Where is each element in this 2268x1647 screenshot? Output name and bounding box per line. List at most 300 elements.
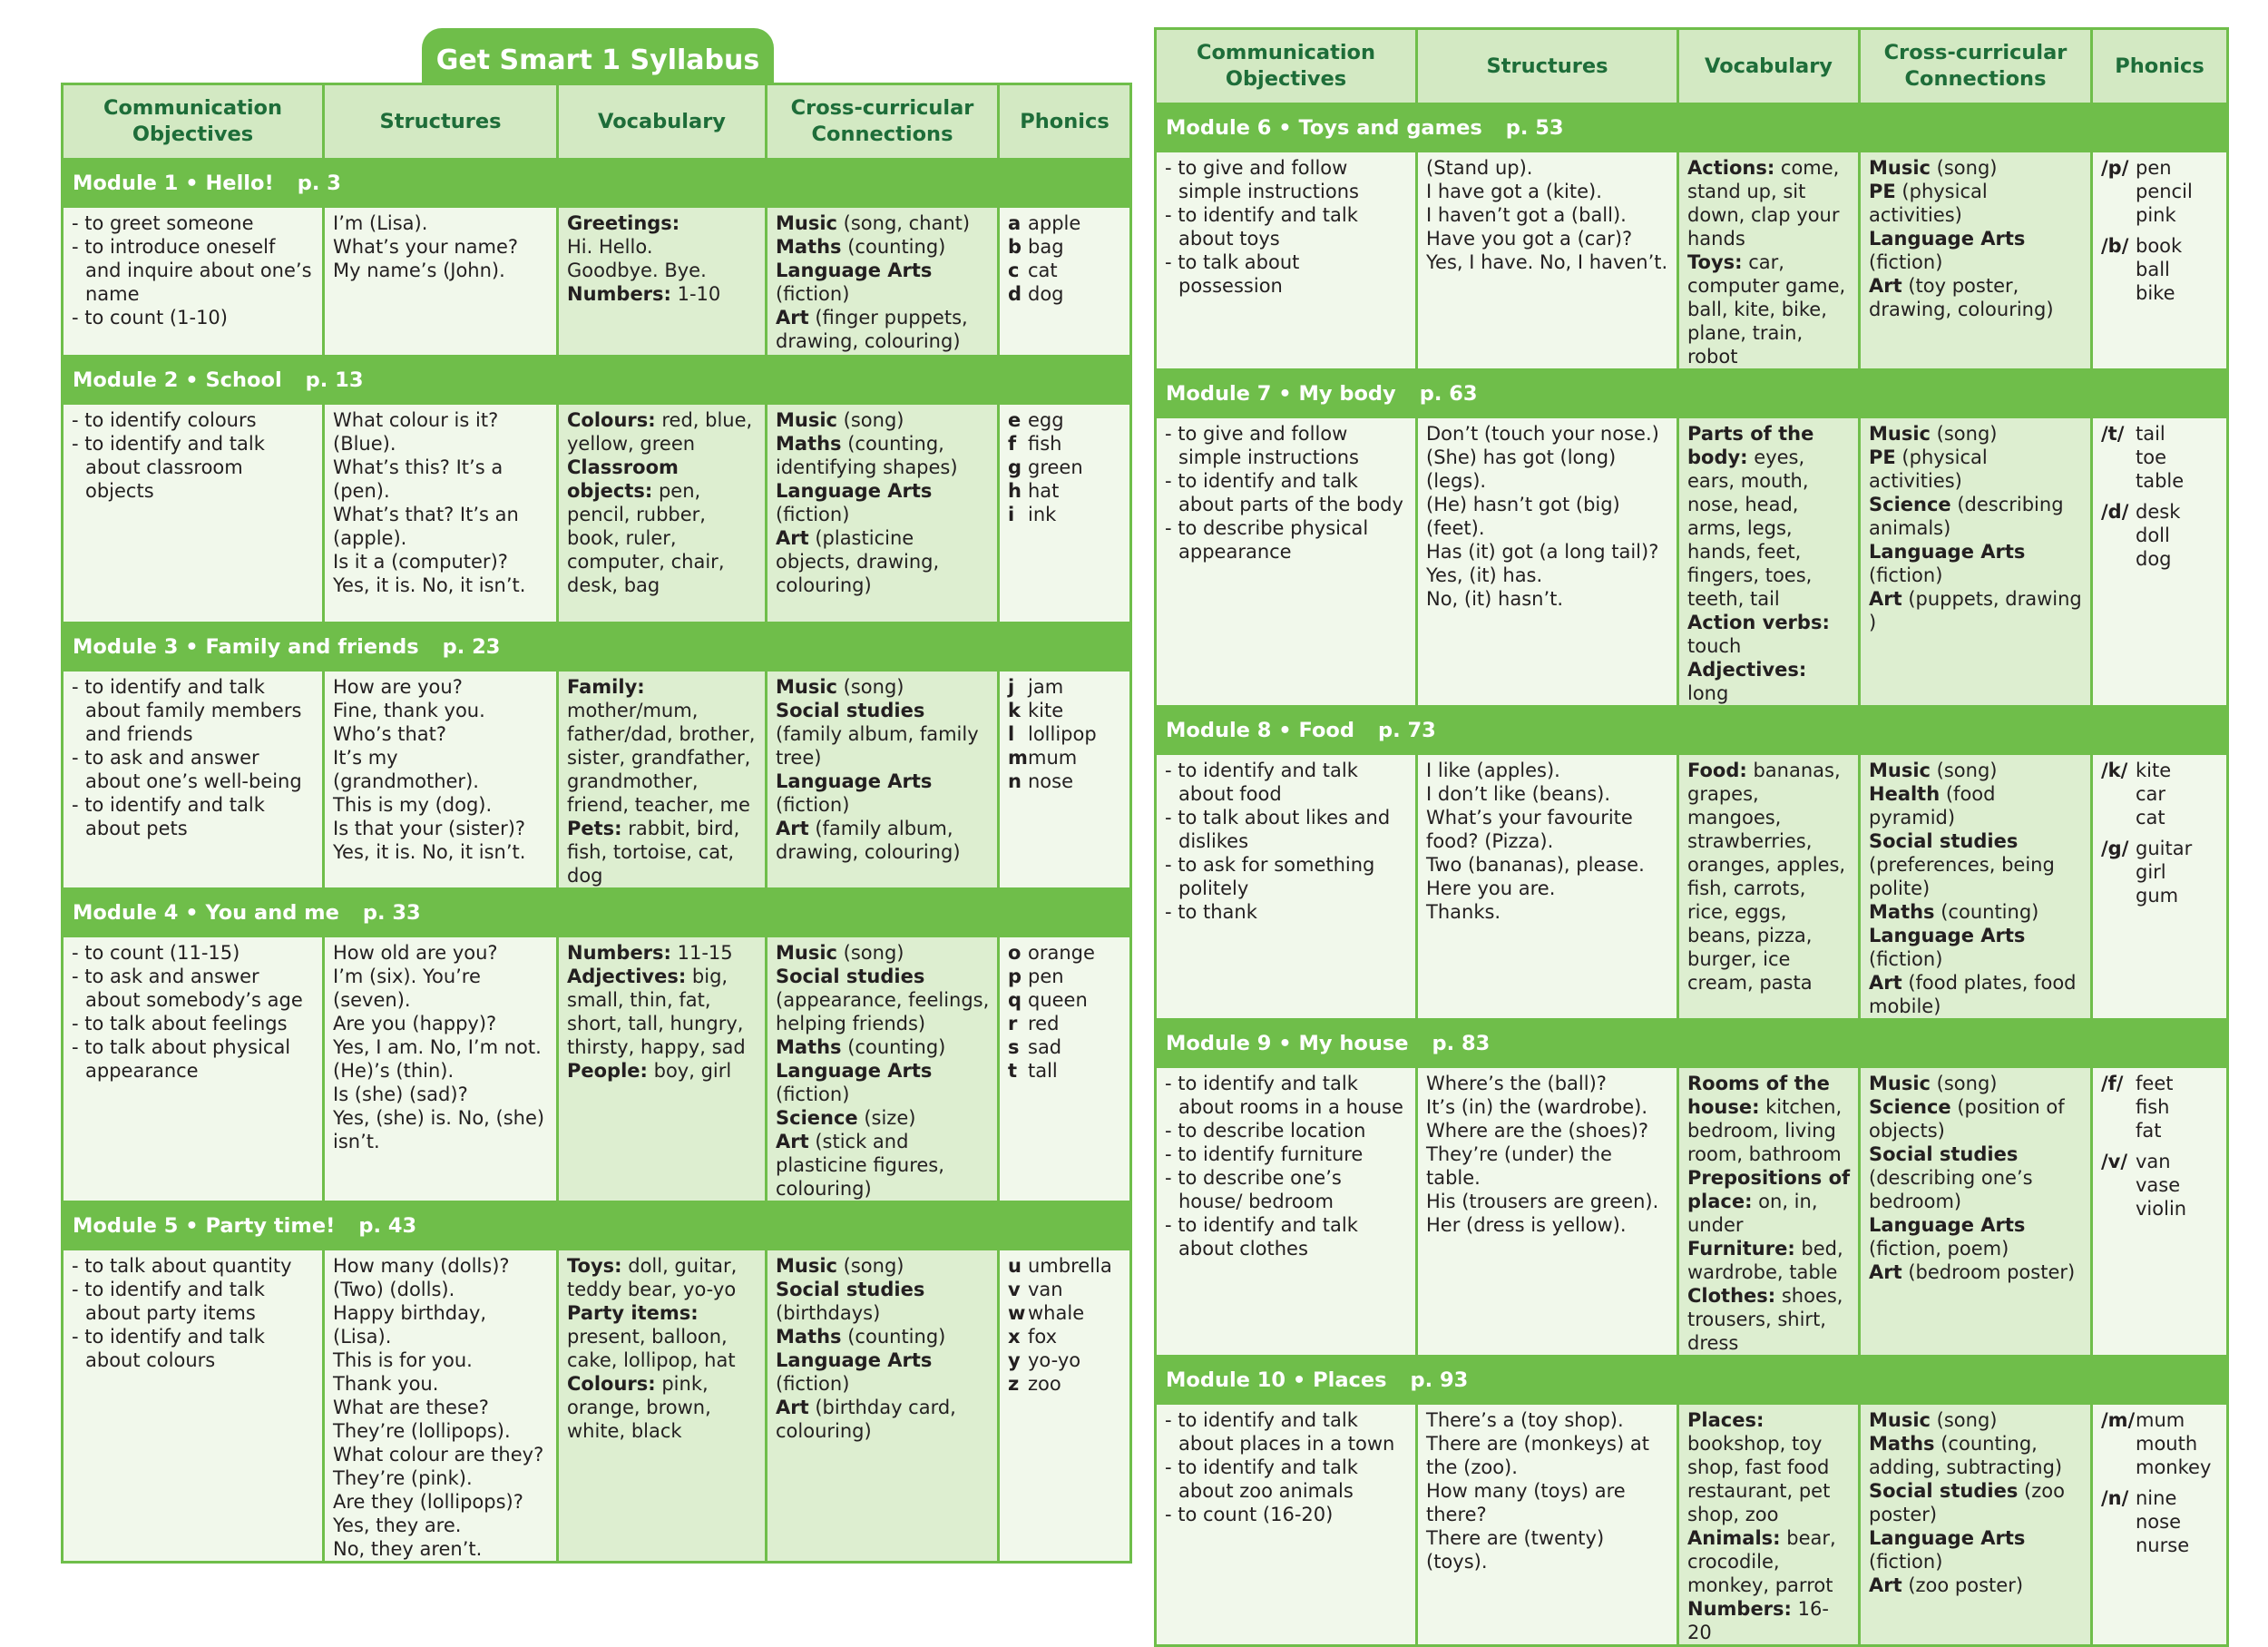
phonics-word: jam	[1028, 676, 1064, 698]
subject-name: Maths	[1869, 901, 1935, 923]
cross-curricular-cell	[1860, 417, 2092, 707]
cross-curricular-item	[776, 770, 990, 817]
phonics-word: kite	[2136, 760, 2172, 781]
objective-item: - to describe one’s house/ bedroom	[1165, 1167, 1342, 1212]
phonics-word: tail	[2136, 423, 2165, 445]
cross-curricular-item	[776, 1254, 990, 1278]
module-name: Module 7 • My body	[1166, 381, 1396, 406]
phonics-word: car	[2136, 783, 2166, 805]
structure-item: How many (dolls)?	[333, 1255, 510, 1277]
objective-item: - to identify and talk about classroom objects	[72, 433, 265, 502]
structure-item: Happy birthday, (Lisa).	[333, 1302, 487, 1348]
phonics-word: van	[2136, 1151, 2171, 1172]
module-header-row	[1156, 370, 2228, 417]
subject-name: Art	[776, 1131, 809, 1152]
structure-item: Here you are.	[1426, 877, 1556, 899]
objective-item: - to talk about feelings	[72, 1013, 288, 1034]
module-title-bar	[63, 1202, 1131, 1250]
phonics-word: yo-yo	[1028, 1349, 1081, 1371]
subject-detail: (fiction)	[776, 794, 850, 816]
phonics-line	[1008, 408, 1122, 432]
vocabulary-topic: Rooms of the house:	[1687, 1073, 1830, 1118]
phonics-word: girl	[2136, 861, 2166, 883]
phonics-cell	[2092, 417, 2228, 707]
structure-item: What’s that? It’s an (apple).	[333, 504, 519, 549]
module-content-row	[63, 1250, 1131, 1563]
structure-item: Yes, it is. No, it isn’t.	[333, 574, 526, 596]
subject-detail: (zoo poster)	[1869, 1480, 2065, 1525]
phonics-word: mum	[2136, 1409, 2185, 1431]
phonics-word: doll	[2136, 524, 2170, 546]
subject-detail: (physical activities)	[1869, 446, 1988, 492]
subject-detail: (song)	[1931, 157, 1998, 179]
phonics-sound: /n/	[2101, 1487, 2129, 1509]
subject-detail: (food plates, food mobile)	[1869, 972, 2077, 1017]
header-phonics: Phonics	[999, 84, 1131, 160]
phonics-letter: x	[1008, 1326, 1021, 1348]
structure-item: What colour are they?	[333, 1444, 544, 1466]
subject-name: Music	[1869, 760, 1931, 781]
phonics-letter: l	[1008, 723, 1015, 745]
phonics-line	[1008, 1254, 1122, 1278]
objectives-cell	[63, 404, 324, 623]
phonics-line	[1008, 1348, 1122, 1372]
module-name: Module 9 • My house	[1166, 1031, 1409, 1055]
subject-detail: (counting, adding, subtracting)	[1869, 1433, 2063, 1478]
subject-detail: (counting)	[841, 1036, 946, 1058]
structure-item: Yes, it is. No, it isn’t.	[333, 841, 526, 863]
subject-name: Social studies	[776, 700, 925, 721]
subject-name: Maths	[776, 1036, 842, 1058]
structures-cell	[1417, 754, 1678, 1020]
vocabulary-topic: Clothes:	[1687, 1285, 1776, 1307]
phonics-word: bike	[2136, 282, 2175, 304]
phonics-letter: m	[1008, 747, 1028, 769]
subject-name: Science	[776, 1107, 858, 1129]
phonics-word: pen	[1028, 966, 1064, 987]
subject-name: PE	[1869, 181, 1896, 202]
module-title-bar	[1156, 370, 2228, 417]
subject-detail: (song)	[837, 676, 904, 698]
cross-curricular-item	[776, 1130, 990, 1201]
vocabulary-item	[567, 1254, 758, 1301]
header-structures: Structures	[1417, 29, 1678, 104]
subject-detail: (song)	[1931, 1409, 1998, 1431]
objectives-cell	[1156, 754, 1417, 1020]
vocabulary-item	[567, 211, 758, 235]
cross-curricular-item	[1869, 829, 2083, 900]
structure-item: What’s this? It’s a (pen).	[333, 456, 503, 502]
subject-detail: (counting)	[1934, 901, 2039, 923]
structures-cell	[324, 1250, 558, 1563]
syllabus-table-left	[61, 83, 1132, 1564]
objective-item: - to identify and talk about zoo animals	[1165, 1456, 1358, 1502]
module-page: p. 53	[1505, 115, 1564, 140]
cross-curricular-item	[776, 1278, 990, 1325]
structure-item: How are you?	[333, 676, 463, 698]
objective-item: - to ask and answer about one’s well-being	[72, 747, 302, 792]
phonics-letter: w	[1008, 1302, 1026, 1324]
vocabulary-topic: Actions:	[1687, 157, 1775, 179]
vocabulary-topic: Classroom objects:	[567, 456, 679, 502]
structure-item: I don’t like (beans).	[1426, 783, 1611, 805]
vocabulary-words: 11-15	[670, 942, 733, 964]
phonics-letter: s	[1008, 1036, 1020, 1058]
structure-item: (Two) (dolls).	[333, 1279, 455, 1300]
phonics-word: pen	[2136, 157, 2172, 179]
phonics-word: tall	[1028, 1060, 1058, 1082]
vocabulary-item	[567, 817, 758, 887]
phonics-sound: /v/	[2101, 1151, 2128, 1172]
phonics-letter: v	[1008, 1279, 1021, 1300]
structure-item: Yes, I have. No, I haven’t.	[1426, 251, 1668, 273]
subject-name: Social studies	[1869, 1143, 2019, 1165]
phonics-word: pink	[2136, 204, 2176, 226]
vocabulary-cell	[558, 936, 767, 1202]
structure-item: Who’s that?	[333, 723, 447, 745]
vocabulary-topic: Colours:	[567, 1373, 656, 1395]
structures-cell	[324, 671, 558, 889]
structure-item: Yes, (it) has.	[1426, 564, 1543, 586]
module-content-row	[63, 936, 1131, 1202]
phonics-letter: q	[1008, 989, 1022, 1011]
phonics-word: sad	[1028, 1036, 1062, 1058]
vocabulary-topic: Toys:	[567, 1255, 622, 1277]
vocabulary-topic: Party items:	[567, 1302, 699, 1324]
cross-curricular-cell	[767, 207, 999, 357]
objective-item: - to identify and talk about family members and friends	[72, 676, 302, 745]
subject-name: Maths	[776, 433, 842, 455]
structure-item: How many (toys) are there?	[1426, 1480, 1626, 1525]
phonics-line	[1008, 675, 1122, 699]
subject-name: Music	[776, 676, 837, 698]
cross-curricular-item	[1869, 1432, 2083, 1479]
phonics-line	[1008, 988, 1122, 1012]
vocabulary-words: car, computer game, ball, kite, bike, plane, train, robot	[1687, 251, 1846, 368]
structure-item: Have you got a (car)?	[1426, 228, 1633, 250]
subject-name: Language Arts	[1869, 1214, 2026, 1236]
vocabulary-item	[567, 282, 758, 306]
syllabus-table-right	[1154, 27, 2229, 1647]
structures-cell	[1417, 1067, 1678, 1357]
module-content-row	[63, 671, 1131, 889]
module-content-row	[1156, 417, 2228, 707]
structure-item: (She) has got (long) (legs).	[1426, 446, 1617, 492]
objective-item: - to identify and talk about pets	[72, 794, 265, 839]
cross-curricular-item	[1869, 422, 2083, 446]
structure-item: This is for you.	[333, 1349, 473, 1371]
subject-name: Music	[1869, 1409, 1931, 1431]
module-content-row	[63, 207, 1131, 357]
phonics-group	[2101, 1072, 2219, 1142]
structure-item: Are you (happy)?	[333, 1013, 497, 1034]
subject-detail: (appearance, feelings, helping friends)	[776, 989, 990, 1034]
phonics-group	[2101, 1150, 2219, 1221]
module-header-row	[63, 889, 1131, 936]
structure-item: Two (bananas), please.	[1426, 854, 1645, 876]
objectives-cell	[1156, 152, 1417, 370]
vocabulary-words: long	[1687, 682, 1729, 704]
phonics-letter: a	[1008, 212, 1022, 234]
vocabulary-topic: Family:	[567, 676, 645, 698]
subject-detail: (size)	[857, 1107, 916, 1129]
objective-item: - to count (16-20)	[1165, 1504, 1334, 1525]
structures-cell	[1417, 152, 1678, 370]
structure-item: How old are you?	[333, 942, 498, 964]
vocabulary-topic: Action verbs:	[1687, 612, 1830, 633]
subject-name: Language Arts	[1869, 228, 2026, 250]
module-header-row	[63, 1202, 1131, 1250]
vocabulary-topic: Food:	[1687, 760, 1747, 781]
module-name: Module 2 • School	[73, 368, 282, 392]
vocabulary-topic: Pets:	[567, 818, 622, 839]
cross-curricular-item	[776, 817, 990, 864]
phonics-line	[2101, 1408, 2219, 1432]
phonics-letter: e	[1008, 409, 1022, 431]
phonics-cell	[2092, 152, 2228, 370]
objective-item: - to count (1-10)	[72, 307, 228, 328]
subject-detail: (song)	[1931, 760, 1998, 781]
cross-curricular-item	[776, 479, 990, 526]
phonics-word: lollipop	[1028, 723, 1097, 745]
vocabulary-item	[1687, 250, 1851, 368]
objective-item: - to give and follow simple instructions	[1165, 157, 1359, 202]
vocabulary-words: red, blue, yellow, green	[567, 409, 753, 455]
cross-curricular-item	[1869, 156, 2083, 180]
structure-item: Are they (lollipops)?	[333, 1491, 523, 1513]
phonics-line	[1008, 282, 1122, 306]
subject-name: Maths	[1869, 1433, 1935, 1455]
phonics-line	[2101, 1072, 2219, 1095]
module-page: p. 73	[1377, 718, 1436, 742]
module-header-row	[63, 160, 1131, 207]
module-header-row	[63, 623, 1131, 671]
module-content-row	[1156, 1067, 2228, 1357]
subject-detail: (birthday card, colouring)	[776, 1397, 956, 1442]
objective-item: - to identify and talk about toys	[1165, 204, 1358, 250]
phonics-word: green	[1028, 456, 1083, 478]
vocabulary-topic: People:	[567, 1060, 648, 1082]
phonics-line	[1008, 770, 1122, 793]
objective-item: - to identify furniture	[1165, 1143, 1364, 1165]
module-title-bar	[63, 357, 1131, 404]
objective-item: - to identify and talk about food	[1165, 760, 1358, 805]
phonics-letter: r	[1008, 1013, 1018, 1034]
subject-name: Health	[1869, 783, 1941, 805]
objective-item: - to count (11-15)	[72, 942, 240, 964]
cross-curricular-item	[1869, 782, 2083, 829]
module-content-row	[1156, 1404, 2228, 1646]
objective-item: - to talk about possession	[1165, 251, 1300, 297]
cross-curricular-item	[1869, 1479, 2083, 1526]
phonics-word: kite	[1028, 700, 1064, 721]
subject-detail: (counting)	[841, 236, 946, 258]
phonics-word: bag	[1028, 236, 1064, 258]
cross-curricular-item	[776, 432, 990, 479]
structures-cell	[1417, 1404, 1678, 1646]
phonics-word: nurse	[2136, 1534, 2190, 1556]
structure-item: What’s your name?	[333, 236, 519, 258]
subject-detail: (toy poster, drawing, colouring)	[1869, 275, 2054, 320]
vocabulary-item	[1687, 422, 1851, 611]
module-name: Module 3 • Family and friends	[73, 634, 419, 659]
phonics-letter: z	[1008, 1373, 1020, 1395]
module-page: p. 83	[1432, 1031, 1491, 1055]
structure-item: I haven’t got a (ball).	[1426, 204, 1627, 226]
module-header-row	[1156, 1357, 2228, 1404]
phonics-group	[2101, 1486, 2219, 1557]
objective-item: - to identify and talk about parts of the body	[1165, 470, 1403, 515]
subject-name: Music	[776, 942, 837, 964]
module-header-row	[1156, 707, 2228, 754]
phonics-letter: j	[1008, 676, 1015, 698]
cross-curricular-item	[1869, 1072, 2083, 1095]
objective-item: - to describe physical appearance	[1165, 517, 1369, 563]
objective-item: - to identify and talk about party items	[72, 1279, 265, 1324]
vocabulary-words: bed, wardrobe, table	[1687, 1238, 1843, 1283]
phonics-word: pencil	[2136, 181, 2193, 202]
phonics-cell	[2092, 1404, 2228, 1646]
cross-curricular-item	[776, 1348, 990, 1396]
cross-curricular-item	[776, 965, 990, 1035]
vocabulary-topic: Colours:	[567, 409, 656, 431]
vocabulary-item	[567, 675, 758, 817]
cross-curricular-cell	[1860, 1067, 2092, 1357]
phonics-line	[1008, 1372, 1122, 1396]
subject-name: Science	[1869, 1096, 1951, 1118]
cross-curricular-item	[776, 235, 990, 259]
module-title-bar	[1156, 1357, 2228, 1404]
subject-detail: (physical activities)	[1869, 181, 1988, 226]
structure-item: They’re (lollipops).	[333, 1420, 511, 1442]
cross-curricular-item	[1869, 1142, 2083, 1213]
objective-item: - to identify and talk about colours	[72, 1326, 265, 1371]
module-header-row	[1156, 104, 2228, 152]
structure-item: Don’t (touch your nose.)	[1426, 423, 1659, 445]
phonics-letter: o	[1008, 942, 1022, 964]
structure-item: I’m (six). You’re (seven).	[333, 966, 481, 1011]
cross-curricular-item	[1869, 493, 2083, 540]
phonics-word: violin	[2136, 1198, 2187, 1220]
phonics-line	[1008, 235, 1122, 259]
vocabulary-item	[567, 408, 758, 456]
module-name: Module 8 • Food	[1166, 718, 1354, 742]
subject-name: Language Arts	[776, 1349, 933, 1371]
vocabulary-topic: Adjectives:	[1687, 659, 1807, 681]
vocabulary-item	[567, 1372, 758, 1443]
phonics-letter: p	[1008, 966, 1022, 987]
vocabulary-words: shoes, trousers, shirt, dress	[1687, 1285, 1843, 1354]
phonics-word: zoo	[1028, 1373, 1061, 1395]
vocabulary-topic: Places:	[1687, 1409, 1765, 1431]
structure-item: Where are the (shoes)?	[1426, 1120, 1649, 1142]
header-vocabulary: Vocabulary	[1678, 29, 1860, 104]
vocabulary-words: rabbit, bird, fish, tortoise, cat, dog	[567, 818, 740, 887]
subject-detail: (puppets, drawing )	[1869, 588, 2082, 633]
phonics-group	[2101, 156, 2219, 227]
structure-item: Has (it) got (a long tail)?	[1426, 541, 1659, 563]
phonics-line	[1008, 1035, 1122, 1059]
vocabulary-topic: Adjectives:	[567, 966, 687, 987]
subject-name: Maths	[776, 236, 842, 258]
phonics-sound: /t/	[2101, 423, 2125, 445]
phonics-letter: t	[1008, 1060, 1018, 1082]
objective-item: - to identify and talk about rooms in a house	[1165, 1073, 1403, 1118]
phonics-line	[1008, 479, 1122, 503]
structures-cell	[324, 936, 558, 1202]
subject-name: Art	[776, 527, 809, 549]
phonics-word: fish	[2136, 1096, 2170, 1118]
phonics-line	[1008, 1325, 1122, 1348]
vocabulary-cell	[558, 671, 767, 889]
module-title-bar	[1156, 104, 2228, 152]
vocabulary-item	[1687, 1284, 1851, 1355]
cross-curricular-item	[776, 526, 990, 597]
structure-item: Where’s the (ball)?	[1426, 1073, 1607, 1094]
phonics-word: nose	[2136, 1511, 2182, 1533]
module-title-bar	[63, 160, 1131, 207]
cross-curricular-cell	[767, 671, 999, 889]
phonics-line	[2101, 759, 2219, 782]
structure-item: Is that your (sister)?	[333, 818, 526, 839]
structure-item: What’s your favourite food? (Pizza).	[1426, 807, 1633, 852]
vocabulary-topic: Numbers:	[567, 942, 671, 964]
subject-name: Music	[776, 212, 837, 234]
objectives-cell	[63, 671, 324, 889]
cross-curricular-cell	[767, 936, 999, 1202]
vocabulary-words: touch	[1687, 635, 1742, 657]
module-content-row	[1156, 152, 2228, 370]
module-page: p. 23	[442, 634, 501, 659]
cross-curricular-item	[776, 306, 990, 353]
subject-name: Art	[1869, 1261, 1902, 1283]
phonics-group	[2101, 422, 2219, 493]
module-header-row	[1156, 1020, 2228, 1067]
module-title-bar	[63, 889, 1131, 936]
phonics-sound: /p/	[2101, 157, 2129, 179]
structure-item: Yes, they are.	[333, 1515, 462, 1536]
structure-item: His (trousers are green).	[1426, 1191, 1659, 1212]
subject-name: Art	[776, 818, 809, 839]
phonics-line	[1008, 456, 1122, 479]
structure-item: (Stand up).	[1426, 157, 1533, 179]
phonics-word: cat	[1028, 260, 1058, 281]
phonics-line	[1008, 432, 1122, 456]
vocabulary-item	[1687, 611, 1851, 658]
phonics-group	[2101, 1408, 2219, 1479]
objective-item: - to ask and answer about somebody’s age	[72, 966, 303, 1011]
cross-curricular-item	[1869, 180, 2083, 227]
objectives-cell	[1156, 1067, 1417, 1357]
subject-name: Music	[1869, 1073, 1931, 1094]
phonics-letter: y	[1008, 1349, 1021, 1371]
cross-curricular-item	[1869, 274, 2083, 321]
vocabulary-words: come, stand up, sit down, clap your hands	[1687, 157, 1840, 250]
phonics-line	[1008, 965, 1122, 988]
vocabulary-words: bookshop, toy shop, fast food restaurant, pet shop, zoo	[1687, 1433, 1831, 1525]
subject-name: Maths	[776, 1326, 842, 1348]
module-page: p. 33	[362, 900, 421, 925]
cross-curricular-item	[776, 1325, 990, 1348]
phonics-word: apple	[1028, 212, 1081, 234]
phonics-cell	[999, 671, 1131, 889]
cross-curricular-cell	[767, 1250, 999, 1563]
cross-curricular-item	[1869, 227, 2083, 274]
phonics-word: van	[1028, 1279, 1063, 1300]
objectives-cell	[1156, 1404, 1417, 1646]
phonics-cell	[999, 936, 1131, 1202]
subject-name: Language Arts	[776, 1060, 933, 1082]
